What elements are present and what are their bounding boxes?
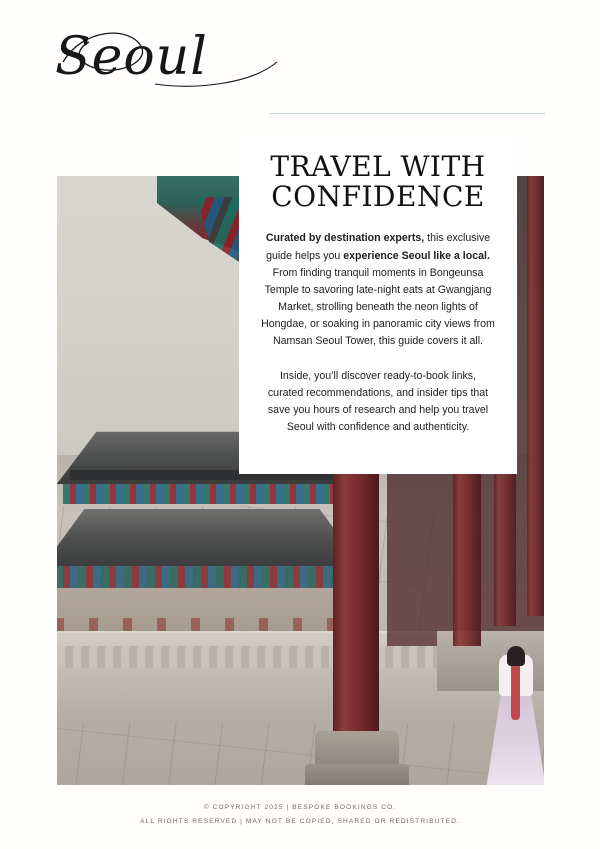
brand-logo-text: Seoul (55, 27, 208, 87)
photo-pillar-stone-foot (305, 764, 409, 785)
footer-rights: ALL RIGHTS RESERVED | MAY NOT BE COPIED, SHARED OR REDISTRIBUTED. (140, 818, 460, 825)
palace-lower-dancheong (57, 566, 351, 588)
footer-copyright: © COPYRIGHT 2025 | BESPOKE BOOKINGS CO. (203, 804, 397, 811)
card-body (261, 230, 495, 436)
palace-upper-dancheong (63, 484, 341, 504)
photo-hanbok-figure (485, 646, 544, 785)
card-paragraph-2: Inside, you’ll discover ready-to-book links, curated recommendations, and insider tips that save you hours of research and help you travel Seoul with confidence and authenticity. (267, 369, 489, 434)
logo-flourish-icon (55, 18, 285, 96)
header-divider (270, 113, 545, 114)
card-title-line-1: TRAVEL WITH (270, 150, 486, 183)
card-paragraph-1 (261, 230, 495, 350)
card-para1-rest: From finding tranquil moments in Bongeunsa Temple to savoring late-night eats at Gwangjang Market, strolling beneath the neon lights of Hongdae, or soaking in panoramic city views from Namsan Seoul Tower, this guide covers it all. (261, 266, 495, 348)
brand-logo (55, 18, 285, 96)
card-para1-mid: this exclusive guide helps you (266, 232, 491, 262)
page-footer (0, 804, 600, 832)
card-bold-local: experience Seoul like a local. (343, 249, 490, 262)
palace-lower-roof (57, 504, 375, 566)
hanbok-hair (507, 646, 525, 666)
intro-card (239, 138, 517, 474)
card-bold-lead: Curated by destination experts, (265, 232, 425, 245)
hanbok-ribbon (511, 660, 520, 720)
photo-pillar-far (527, 176, 544, 616)
card-title (257, 152, 499, 212)
card-title-line-2: CONFIDENCE (271, 180, 485, 214)
